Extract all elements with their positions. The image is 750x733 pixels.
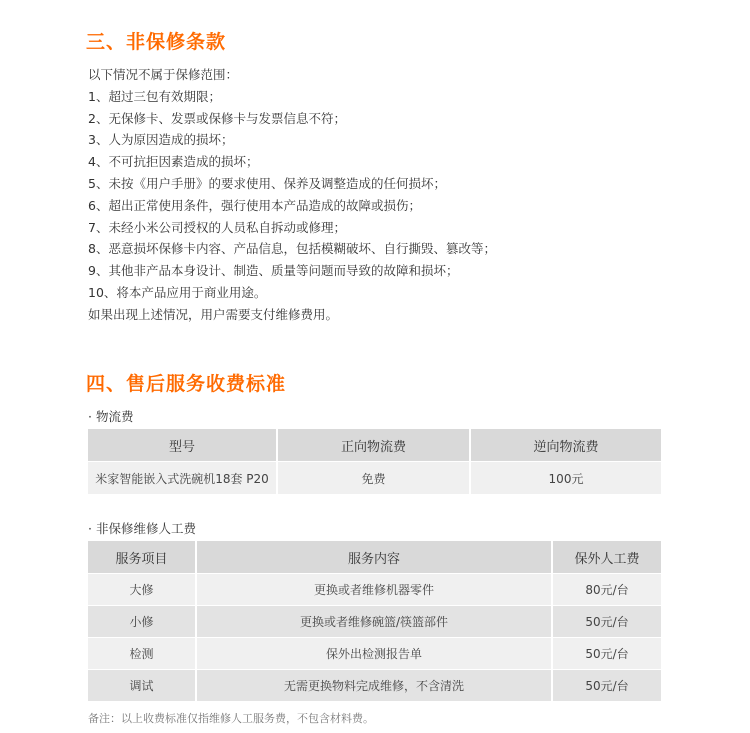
table-cell: 50元/台 — [553, 669, 661, 701]
table-cell: 小修 — [88, 605, 197, 637]
clause-item: 4、不可抗拒因素造成的损坏； — [88, 154, 259, 170]
labor-fee-label: · 非保修维修人工费 — [88, 521, 196, 536]
fee-note: 备注：以上收费标准仅指维修人工服务费，不包含材料费。 — [88, 712, 374, 725]
clause-item: 1、超过三包有效期限； — [88, 88, 221, 104]
table-cell: 免费 — [278, 461, 471, 494]
table-cell: 100元 — [471, 461, 661, 494]
table-cell: 更换或者维修碗篮/筷篮部件 — [197, 605, 553, 637]
table-row — [88, 605, 661, 637]
column-header: 保外人工费 — [553, 541, 661, 573]
table-row — [88, 637, 661, 669]
logistics-fee-label: · 物流费 — [88, 409, 134, 424]
table-header-row — [88, 541, 661, 573]
table-cell: 保外出检测报告单 — [197, 637, 553, 669]
table-cell: 大修 — [88, 573, 197, 605]
column-header: 正向物流费 — [278, 429, 471, 461]
clause-item: 10、将本产品应用于商业用途。 — [88, 284, 267, 300]
table-cell: 80元/台 — [553, 573, 661, 605]
table-cell: 50元/台 — [553, 637, 661, 669]
clauses-intro: 以下情况不属于保修范围： — [88, 67, 239, 82]
clause-item: 8、恶意损坏保修卡内容、产品信息，包括模糊破坏、自行撕毁、篡改等； — [88, 241, 496, 257]
clauses-closing: 如果出现上述情况，用户需要支付维修费用。 — [88, 306, 339, 322]
clause-item: 3、人为原因造成的损坏； — [88, 132, 234, 148]
table-cell: 调试 — [88, 669, 197, 701]
column-header: 型号 — [88, 429, 278, 461]
table-row — [88, 669, 661, 701]
table-row — [88, 461, 661, 494]
table-header-row — [88, 429, 661, 461]
section4-title: 四、售后服务收费标准 — [86, 373, 287, 395]
table-row — [88, 573, 661, 605]
table-cell: 检测 — [88, 637, 197, 669]
non-warranty-clauses — [88, 64, 688, 326]
labor-fee-table — [88, 541, 661, 701]
column-header: 服务内容 — [197, 541, 553, 573]
logistics-fee-table — [88, 429, 661, 494]
column-header: 服务项目 — [88, 541, 197, 573]
column-header: 逆向物流费 — [471, 429, 661, 461]
clause-item: 7、未经小米公司授权的人员私自拆动或修理； — [88, 219, 346, 235]
clause-item: 2、无保修卡、发票或保修卡与发票信息不符； — [88, 110, 346, 126]
clause-item: 6、超出正常使用条件，强行使用本产品造成的故障或损伤； — [88, 197, 421, 213]
section3-title: 三、非保修条款 — [86, 31, 227, 53]
table-cell: 更换或者维修机器零件 — [197, 573, 553, 605]
table-cell: 米家智能嵌入式洗碗机18套 P20 — [88, 461, 278, 494]
table-cell: 50元/台 — [553, 605, 661, 637]
table-cell: 无需更换物料完成维修，不含清洗 — [197, 669, 553, 701]
clause-item: 9、其他非产品本身设计、制造、质量等问题而导致的故障和损坏； — [88, 263, 459, 279]
clause-item: 5、未按《用户手册》的要求使用、保养及调整造成的任何损坏； — [88, 175, 446, 191]
